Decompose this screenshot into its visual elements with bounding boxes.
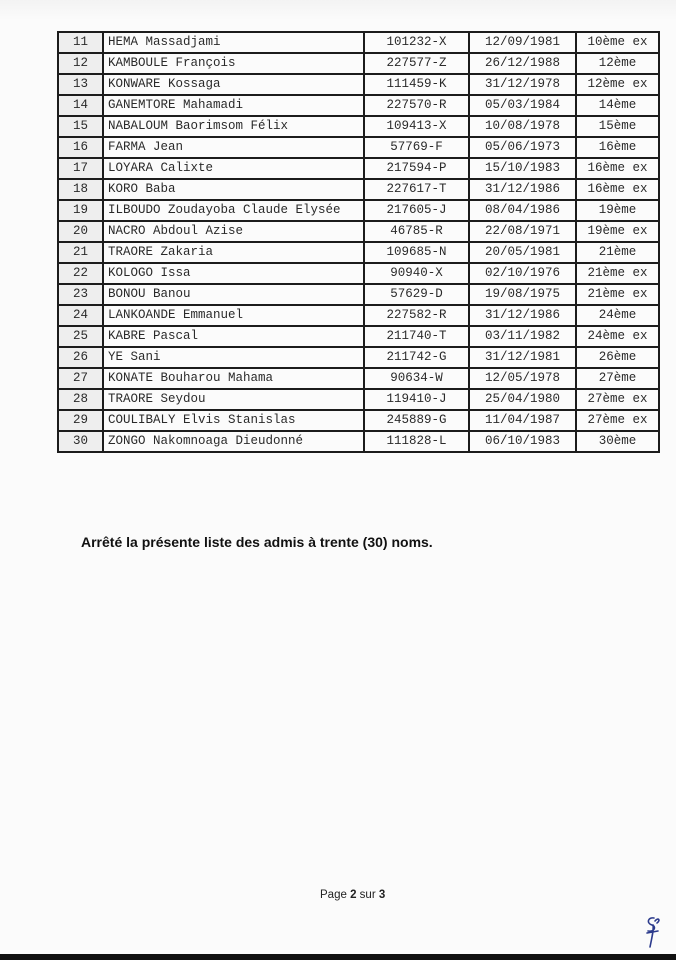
candidate-name-cell: TRAORE Seydou [103,389,364,410]
table-body [58,32,659,452]
candidate-name-cell: KAMBOULE François [103,53,364,74]
matricule-cell: 57769-F [364,137,469,158]
matricule-cell: 217594-P [364,158,469,179]
birth-date-cell: 20/05/1981 [469,242,576,263]
rank-cell: 19ème ex [576,221,659,242]
row-number-cell: 13 [58,74,103,95]
birth-date-cell: 06/10/1983 [469,431,576,452]
handwritten-initials-icon [640,915,664,949]
matricule-cell: 119410-J [364,389,469,410]
candidate-name-cell: KORO Baba [103,179,364,200]
birth-date-cell: 11/04/1987 [469,410,576,431]
matricule-cell: 109685-N [364,242,469,263]
closing-statement: Arrêté la présente liste des admis à trente (30) noms. [81,534,433,550]
row-number-cell: 17 [58,158,103,179]
table-row [58,116,659,137]
birth-date-cell: 15/10/1983 [469,158,576,179]
row-number-cell: 16 [58,137,103,158]
rank-cell: 27ème ex [576,410,659,431]
candidate-name-cell: GANEMTORE Mahamadi [103,95,364,116]
page-word: Page [320,889,347,901]
rank-cell: 10ème ex [576,32,659,53]
birth-date-cell: 08/04/1986 [469,200,576,221]
rank-cell: 24ème [576,305,659,326]
admitted-list-table [57,31,660,453]
rank-cell: 19ème [576,200,659,221]
row-number-cell: 23 [58,284,103,305]
matricule-cell: 211740-T [364,326,469,347]
matricule-cell: 227582-R [364,305,469,326]
scan-bottom-edge [0,954,676,960]
candidate-name-cell: COULIBALY Elvis Stanislas [103,410,364,431]
page-top-shade [0,0,676,20]
matricule-cell: 57629-D [364,284,469,305]
candidate-name-cell: LOYARA Calixte [103,158,364,179]
matricule-cell: 90634-W [364,368,469,389]
table-row [58,284,659,305]
row-number-cell: 20 [58,221,103,242]
birth-date-cell: 05/06/1973 [469,137,576,158]
of-word: sur [359,889,376,901]
table-row [58,410,659,431]
candidate-name-cell: BONOU Banou [103,284,364,305]
birth-date-cell: 19/08/1975 [469,284,576,305]
table-row [58,431,659,452]
birth-date-cell: 26/12/1988 [469,53,576,74]
table-row [58,347,659,368]
rank-cell: 16ème ex [576,179,659,200]
birth-date-cell: 31/12/1978 [469,74,576,95]
matricule-cell: 217605-J [364,200,469,221]
row-number-cell: 29 [58,410,103,431]
table-row [58,179,659,200]
matricule-cell: 227577-Z [364,53,469,74]
total-pages-number: 3 [378,889,386,901]
table-row [58,221,659,242]
birth-date-cell: 02/10/1976 [469,263,576,284]
matricule-cell: 227570-R [364,95,469,116]
matricule-cell: 111459-K [364,74,469,95]
rank-cell: 16ème [576,137,659,158]
matricule-cell: 211742-G [364,347,469,368]
matricule-cell: 227617-T [364,179,469,200]
candidate-name-cell: FARMA Jean [103,137,364,158]
matricule-cell: 111828-L [364,431,469,452]
candidate-name-cell: KABRE Pascal [103,326,364,347]
rank-cell: 21ème [576,242,659,263]
table-row [58,74,659,95]
table-row [58,137,659,158]
rank-cell: 12ème ex [576,74,659,95]
birth-date-cell: 31/12/1986 [469,305,576,326]
table-row [58,242,659,263]
matricule-cell: 101232-X [364,32,469,53]
candidate-name-cell: KONWARE Kossaga [103,74,364,95]
table-row [58,32,659,53]
rank-cell: 24ème ex [576,326,659,347]
row-number-cell: 25 [58,326,103,347]
rank-cell: 12ème [576,53,659,74]
row-number-cell: 18 [58,179,103,200]
row-number-cell: 26 [58,347,103,368]
candidate-name-cell: YE Sani [103,347,364,368]
rank-cell: 27ème [576,368,659,389]
row-number-cell: 24 [58,305,103,326]
candidate-name-cell: KOLOGO Issa [103,263,364,284]
table-row [58,53,659,74]
rank-cell: 14ème [576,95,659,116]
table-row [58,95,659,116]
candidate-name-cell: HEMA Massadjami [103,32,364,53]
birth-date-cell: 31/12/1981 [469,347,576,368]
rank-cell: 30ème [576,431,659,452]
rank-cell: 16ème ex [576,158,659,179]
birth-date-cell: 03/11/1982 [469,326,576,347]
matricule-cell: 90940-X [364,263,469,284]
table-row [58,263,659,284]
row-number-cell: 14 [58,95,103,116]
row-number-cell: 27 [58,368,103,389]
row-number-cell: 15 [58,116,103,137]
row-number-cell: 12 [58,53,103,74]
candidate-name-cell: ZONGO Nakomnoaga Dieudonné [103,431,364,452]
candidate-name-cell: NABALOUM Baorimsom Félix [103,116,364,137]
table-row [58,305,659,326]
rank-cell: 21ème ex [576,263,659,284]
matricule-cell: 46785-R [364,221,469,242]
row-number-cell: 22 [58,263,103,284]
candidate-name-cell: LANKOANDE Emmanuel [103,305,364,326]
birth-date-cell: 31/12/1986 [469,179,576,200]
row-number-cell: 21 [58,242,103,263]
rank-cell: 15ème [576,116,659,137]
page-footer [320,889,385,901]
candidate-name-cell: NACRO Abdoul Azise [103,221,364,242]
birth-date-cell: 25/04/1980 [469,389,576,410]
table-row [58,200,659,221]
rank-cell: 26ème [576,347,659,368]
table-row [58,389,659,410]
candidate-name-cell: KONATE Bouharou Mahama [103,368,364,389]
row-number-cell: 19 [58,200,103,221]
candidate-name-cell: TRAORE Zakaria [103,242,364,263]
candidate-name-cell: ILBOUDO Zoudayoba Claude Elysée [103,200,364,221]
birth-date-cell: 05/03/1984 [469,95,576,116]
rank-cell: 21ème ex [576,284,659,305]
rank-cell: 27ème ex [576,389,659,410]
matricule-cell: 245889-G [364,410,469,431]
current-page-number: 2 [350,889,357,901]
table-row [58,158,659,179]
row-number-cell: 28 [58,389,103,410]
row-number-cell: 11 [58,32,103,53]
row-number-cell: 30 [58,431,103,452]
matricule-cell: 109413-X [364,116,469,137]
birth-date-cell: 12/05/1978 [469,368,576,389]
birth-date-cell: 12/09/1981 [469,32,576,53]
table-row [58,368,659,389]
birth-date-cell: 10/08/1978 [469,116,576,137]
table-row [58,326,659,347]
birth-date-cell: 22/08/1971 [469,221,576,242]
